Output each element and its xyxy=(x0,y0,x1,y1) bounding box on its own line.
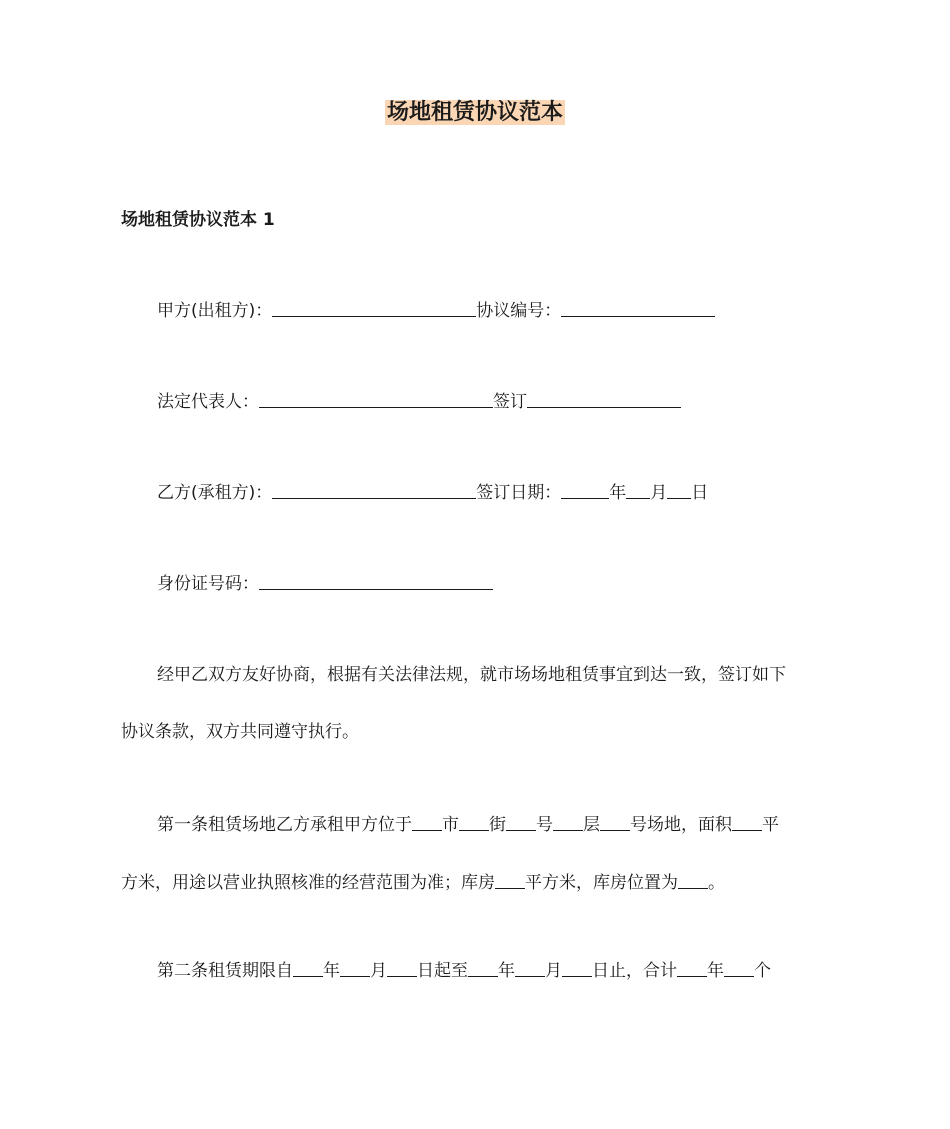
article2-text-6: 月 xyxy=(545,961,562,981)
article1-text-7: 平 xyxy=(762,815,779,835)
id-no-blank xyxy=(259,571,493,590)
floor-blank xyxy=(553,812,583,831)
warehouse-location-blank xyxy=(678,870,708,889)
party-a-blank xyxy=(272,298,476,317)
legal-rep-line xyxy=(121,389,833,415)
sign-blank xyxy=(527,389,681,408)
document-title-text: 场地租赁协议范本 xyxy=(386,100,563,125)
agreement-no-blank xyxy=(561,298,715,317)
end-month-blank xyxy=(515,958,545,977)
legal-rep-label: 法定代表人： xyxy=(157,392,259,412)
site-number-blank xyxy=(600,812,630,831)
article2-text-9: 个 xyxy=(754,961,771,981)
area-blank xyxy=(732,812,762,831)
section-heading: 场地租赁协议范本 1 xyxy=(121,210,275,230)
agreement-no-label: 协议编号： xyxy=(476,301,562,321)
party-a-line xyxy=(121,298,833,324)
street-blank xyxy=(459,812,489,831)
id-no-label: 身份证号码： xyxy=(157,574,259,594)
month-label: 月 xyxy=(650,483,668,503)
article1-line-1 xyxy=(121,812,833,838)
article2-text-2: 年 xyxy=(323,961,340,981)
article1-text-6: 号场地，面积 xyxy=(630,815,732,835)
article2-text-3: 月 xyxy=(370,961,387,981)
article2-text-5: 年 xyxy=(498,961,515,981)
number-blank xyxy=(506,812,536,831)
article1-text-1: 第一条租赁场地乙方承租甲方位于 xyxy=(157,815,412,835)
party-b-blank xyxy=(272,480,476,499)
legal-rep-blank xyxy=(259,389,493,408)
day-blank xyxy=(667,480,691,499)
party-b-line xyxy=(121,480,833,506)
year-blank xyxy=(561,480,609,499)
preamble-line-2: 协议条款，双方共同遵守执行。 xyxy=(121,722,359,742)
total-years-blank xyxy=(677,958,707,977)
end-day-blank xyxy=(562,958,592,977)
total-months-blank xyxy=(724,958,754,977)
article1-line-2 xyxy=(121,870,833,896)
article1-text-10: 。 xyxy=(708,873,725,893)
sign-label: 签订 xyxy=(493,392,527,412)
sign-date-label: 签订日期： xyxy=(476,483,562,503)
start-day-blank xyxy=(387,958,417,977)
party-a-label: 甲方(出租方)： xyxy=(157,301,273,321)
start-month-blank xyxy=(340,958,370,977)
day-label: 日 xyxy=(691,483,709,503)
article1-text-4: 号 xyxy=(536,815,553,835)
article2-text-4: 日起至 xyxy=(417,961,468,981)
month-blank xyxy=(626,480,650,499)
id-no-line xyxy=(121,571,833,597)
year-label: 年 xyxy=(609,483,627,503)
article2-line-1 xyxy=(121,958,833,984)
article2-text-1: 第二条租赁期限自 xyxy=(157,961,293,981)
article1-text-5: 层 xyxy=(583,815,600,835)
article1-text-3: 街 xyxy=(489,815,506,835)
article1-text-8: 方米，用途以营业执照核准的经营范围为准；库房 xyxy=(121,873,495,893)
article1-text-9: 平方米，库房位置为 xyxy=(525,873,678,893)
end-year-blank xyxy=(468,958,498,977)
party-b-label: 乙方(承租方)： xyxy=(157,483,273,503)
article2-text-7: 日止，合计 xyxy=(592,961,677,981)
article2-text-8: 年 xyxy=(707,961,724,981)
document-title xyxy=(0,96,950,130)
city-blank xyxy=(412,812,442,831)
warehouse-area-blank xyxy=(495,870,525,889)
preamble-line-1: 经甲乙双方友好协商，根据有关法律法规，就市场场地租赁事宜到达一致，签订如下 xyxy=(157,665,786,685)
article1-text-2: 市 xyxy=(442,815,459,835)
start-year-blank xyxy=(293,958,323,977)
